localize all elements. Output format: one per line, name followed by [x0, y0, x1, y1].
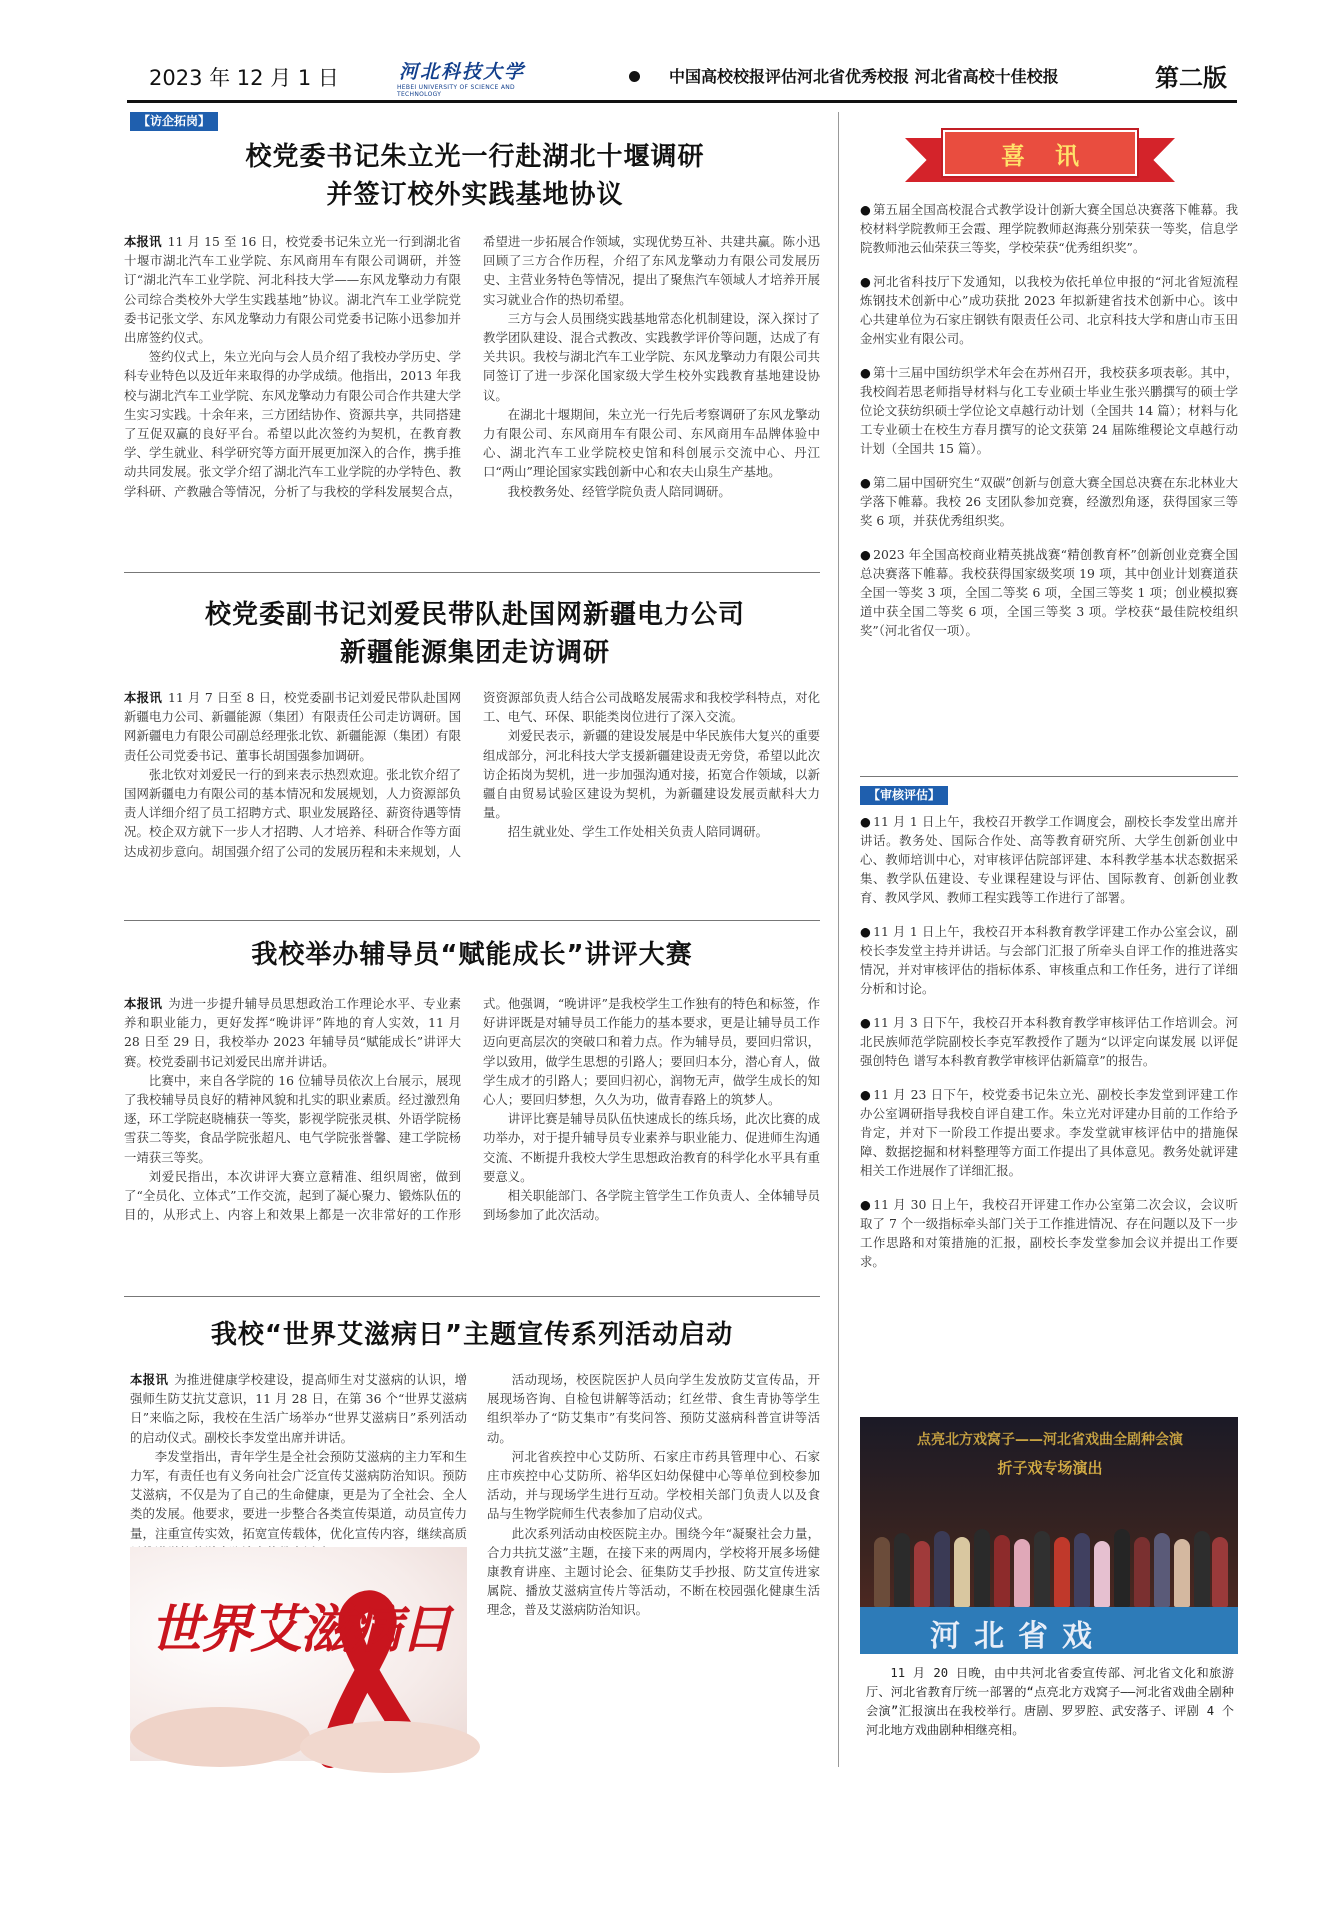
- news-item: ● 第二届中国研究生“双碳”创新与创意大赛全国总决赛在东北林业大学落下帷幕。我校 26 支团队参加竞赛，经激烈角逐，获得国家三等奖 6 项，并获优秀组织奖。: [860, 475, 1238, 528]
- audit-news-list: [860, 812, 1238, 1286]
- article4-title: 我校“世界艾滋病日”主题宣传系列活动启动: [210, 1320, 734, 1350]
- article3-paragraph: 比赛中，来自各学院的 16 位辅导员依次上台展示，展现了我校辅导员良好的精神风貌和扎实的职业素质。经过激烈角逐，环工学院赵晓楠获一等奖，影视学院张灵棋、外语学院杨雪获二等奖，食品学院张超凡、电气学院张誉馨、建工学院杨一靖获三等奖。: [124, 1072, 461, 1165]
- bullet-icon: ●: [860, 475, 871, 490]
- article1-title-line1: 校党委书记朱立光一行赴湖北十堰调研: [245, 142, 705, 172]
- world-aids-day-image: [130, 1547, 467, 1761]
- article2-body: [124, 688, 820, 898]
- logo-chinese: 河北科技大学: [398, 60, 525, 83]
- article2-title-line1: 校党委副书记刘爱民带队赴国网新疆电力公司: [204, 600, 745, 630]
- column-divider: [838, 112, 839, 1767]
- bullet-icon: ●: [860, 547, 872, 562]
- article2-paragraph: 本报讯 11 月 7 日至 8 日，校党委副书记刘爱民带队赴国网新疆电力公司、新疆能源（集团）有限责任公司走访调研。国网新疆电力有限公司副总经理张北钦、新疆能源（集团）有限责任公司党委书记、董事长胡国强参加调研。: [124, 690, 461, 763]
- article3-title: 我校举办辅导员“赋能成长”讲评大赛: [251, 940, 693, 970]
- article-divider: [124, 920, 820, 921]
- article1-title-line2: 并签订校外实践基地协议: [326, 180, 624, 210]
- article3-paragraph: 相关职能部门、各学院主管学生工作负责人、全体辅导员到场参加了此次活动。: [483, 1188, 820, 1223]
- bullet-icon: ●: [860, 1087, 872, 1102]
- bullet-icon: ●: [860, 924, 872, 939]
- news-item: ● 11 月 1 日上午，我校召开本科教育教学评建工作办公室会议，副校长李发堂主持并讲话。与会部门汇报了所牵头自评工作的推进落实情况，并对审核评估的指标体系、审核重点和工作任务，进行了详细分析和讨论。: [860, 924, 1239, 996]
- masthead-slogan: 中国高校校报评估河北省优秀校报 河北省高校十佳校报: [669, 67, 1059, 86]
- university-logo: [397, 56, 527, 98]
- article1-lead: 本报讯: [124, 234, 162, 249]
- news-item: ● 第十三届中国纺织学术年会在苏州召开，我校获多项表彰。其中，我校阎若思老师指导材料与化工专业硕士毕业生张兴鹏撰写的硕士学位论文获纺织硕士学位论文卓越行动计划（全国共 14 篇）；材料与化工专业硕士在校生方春月撰写的论文获第 24 届陈维稷论文卓越行动计划（全国共 15 篇）。: [860, 365, 1239, 456]
- masthead: [127, 56, 1237, 106]
- article3-lead: 本报讯: [124, 996, 163, 1011]
- article4-paragraph: 河北省疾控中心艾防所、石家庄市药具管理中心、石家庄市疾控中心艾防所、裕华区妇幼保健中心等单位到校参加活动，并与现场学生进行互动。学校相关部门负责人以及食品与生物学院师生代表参加了启动仪式。: [487, 1448, 820, 1522]
- issue-date: 2023 年 12 月 1 日: [149, 66, 339, 90]
- article1-paragraph: 我校教务处、经管学院负责人陪同调研。: [507, 483, 731, 499]
- good-news-banner: [905, 130, 1175, 190]
- news-item: ● 11 月 30 日上午，我校召开评建工作办公室第二次会议，会议听取了 7 个一级指标牵头部门关于工作推进情况、存在问题以及下一步工作思路和对策措施的汇报，副校长李发堂参加会议并提出工作要求。: [860, 1197, 1238, 1269]
- photo-caption: 11 月 20 日晚，由中共河北省委宣传部、河北省文化和旅游厅、河北省教育厅统一部署的“点亮北方戏窝子——河北省戏曲全剧种会演”汇报演出在我校举行。唐剧、罗罗腔、武安落子、评剧 4 个河北地方戏曲剧种相继亮相。: [866, 1666, 1234, 1737]
- article4-lead: 本报讯: [130, 1372, 169, 1387]
- bullet-icon: ●: [860, 365, 872, 380]
- article4-right-text: [487, 1370, 820, 1762]
- news-item: ● 第五届全国高校混合式教学设计创新大赛全国总决赛落下帷幕。我校材料学院教师王会霞、理学院教师赵海燕分别荣获一等奖，信息学院教师池云仙荣获三等奖，学校荣获“优秀组织奖”。: [860, 202, 1239, 255]
- article2-paragraph: 招生就业处、学生工作处相关负责人陪同调研。: [507, 824, 768, 840]
- article2-paragraph: 刘爱民表示，新疆的建设发展是中华民族伟大复兴的重要组成部分，河北科技大学支援新疆建设责无旁贷，希望以此次访企拓岗为契机，进一步加强沟通对接，拓宽合作领域，以新疆自由贸易试验区建设为契机，为新疆建设发展贡献科大力量。: [483, 728, 820, 821]
- bullet-icon: ●: [860, 1197, 872, 1212]
- stage-sign-line2: 折子戏专场演出: [997, 1459, 1103, 1477]
- stage-sign-line1: 点亮北方戏窝子——河北省戏曲全剧种会演: [917, 1432, 1183, 1448]
- article2-title-line2: 新疆能源集团走访调研: [339, 638, 610, 668]
- section-tag-visit: 【访企拓岗】: [130, 112, 218, 131]
- bullet-dot-icon: [629, 71, 640, 82]
- edition-label: 第二版: [1155, 64, 1227, 92]
- section-tag-audit: 【审核评估】: [860, 786, 948, 805]
- stage-floor-text: 河北省戏: [930, 1619, 1106, 1654]
- bullet-icon: ●: [860, 814, 872, 829]
- news-item: ● 11 月 3 日下午，我校召开本科教育教学审核评估工作培训会。河北民族师范学院副校长李克军教授作了题为“以评定向谋发展 以评促强创特色 谱写本科教育教学审核评估新篇章”的报告。: [860, 1015, 1239, 1068]
- article3-body: [124, 994, 820, 1282]
- sidebar-divider: [860, 776, 1238, 777]
- article-divider: [124, 1296, 820, 1297]
- article3-paragraph: 刘爱民指出，本次讲评大赛立意精准、组织周密，做到了“全员化、立体式”工作交流，起到了凝心聚力、锻炼队伍的目的，从形式上、内容上和效果上都是一次非常好的工作形式。他强调，“晚讲评”是我校学生工作独有的特色和标签，作好讲评既是对辅导员工作能力的基本要求，更是让辅导员工作迈向更高层次的突破口和着力点。作为辅导员，要回归常识，学以致用，做学生思想的引路人；要回归本分，潜心育人，做学生成才的引路人；要回归初心，润物无声，做学生成长的知心人；要回归梦想，久久为功，做青春路上的筑梦人。: [124, 996, 820, 1223]
- article1-paragraph: 本报讯 11 月 15 至 16 日，校党委书记朱立光一行到湖北省十堰市湖北汽车工业学院、东风商用车有限公司调研，并签订“湖北汽车工业学院、河北科技大学——东风龙擎动力有限公司综合类校外大学生实践基地”协议。湖北汽车工业学院党委书记张文学、东风龙擎动力有限公司党委书记陈小迅参加并出席签约仪式。: [124, 234, 462, 346]
- article4-paragraph: 本报讯 为推进健康学校建设，提高师生对艾滋病的认识，增强师生防艾抗艾意识，11 月 28 日，在第 36 个“世界艾滋病日”来临之际，我校在生活广场举办“世界艾滋病日”系列活动的启动仪式。副校长李发堂出席并讲话。: [130, 1372, 468, 1445]
- news-item: ● 河北省科技厅下发通知，以我校为依托单位申报的“河北省短流程炼钢技术创新中心”成功获批 2023 年拟新建省技术创新中心。该中心共建单位为石家庄钢铁有限责任公司、北京科技大学和唐山市玉田金州实业有限公司。: [860, 274, 1239, 346]
- news-item: ● 2023 年全国高校商业精英挑战赛“精创教育杯”创新创业竞赛全国总决赛落下帷幕。我校获得国家级奖项 19 项，其中创业计划赛道获全国一等奖 3 项，全国二等奖 6 项，全国三等奖 1 项；创业模拟赛道中获全国二等奖 6 项，全国三等奖 3 项。学校获“最佳院校组织奖”（河北省仅一项）。: [860, 547, 1239, 638]
- article1-title: [130, 138, 820, 214]
- news-item: ● 11 月 1 日上午，我校召开教学工作调度会，副校长李发堂出席并讲话。教务处、国际合作处、高等教育研究所、大学生创新创业中心、教师培训中心，对审核评估院部评建、本科教学基本状态数据采集、教学队伍建设、专业课程建设与评估、国际教育、创新创业教育、教风学风、教师工程实践等工作进行了部署。: [860, 814, 1239, 905]
- article2-lead: 本报讯: [124, 690, 162, 705]
- article1-paragraph: 在湖北十堰期间，朱立光一行先后考察调研了东风龙擎动力有限公司、东风商用车有限公司、东风商用车品牌体验中心、湖北汽车工业学院校史馆和科创展示交流中心、丹江口“两山”理论国家实践创新中心和农夫山泉生产基地。: [483, 406, 820, 480]
- banner-text: 喜讯: [1001, 141, 1109, 170]
- bullet-icon: ●: [860, 274, 872, 289]
- bullet-icon: ●: [860, 202, 872, 217]
- article1-paragraph: 签约仪式上，朱立光向与会人员介绍了我校办学历史、学科专业特色以及近年来取得的办学成绩。他指出，2013 年我校与湖北汽车工业学院、东风龙擎动力有限公司合作共建大学生实习实践。十余年来，三方团结协作、资源共享，共同搭建了互促双赢的良好平台。希望以此次签约为契机，在教育教学、学生就业、科学研究等方面开展更加深入的合作，携手推动共同发展。张文学介绍了湖北汽车工业学院的办学特色、教学科研、产教融合等情况，分析了与我校的学科发展契合点，希望进一步拓展合作领域，实现优势互补、共建共赢。陈小迅回顾了三方合作历程，介绍了东风龙擎动力有限公司发展历史、主营业务特色等情况，提出了聚焦汽车领域人才培养开展实习就业合作的热切希望。: [124, 234, 820, 499]
- news-item: ● 11 月 23 日下午，校党委书记朱立光、副校长李发堂到评建工作办公室调研指导我校自评自建工作。朱立光对评建办目前的工作给予肯定，并对下一阶段工作提出要求。李发堂就审核评估中的措施保障、数据挖掘和材料整理等方面工作提出了具体意见。教务处就评建相关工作进展作了详细汇报。: [860, 1087, 1238, 1178]
- article3-paragraph: 讲评比赛是辅导员队伍快速成长的练兵场，此次比赛的成功举办，对于提升辅导员专业素养与职业能力、促进师生沟通交流、不断提升我校大学生思想政治教育的科学化水平具有重要意义。: [483, 1111, 820, 1184]
- article4-left-text: [130, 1370, 467, 1540]
- banner-plate: [943, 130, 1137, 176]
- article1-body: [124, 232, 820, 562]
- performers-group: [870, 1517, 1228, 1607]
- article2-paragraph: 张北钦对刘爱民一行的到来表示热烈欢迎。张北钦介绍了国网新疆电力有限公司的基本情况和发展规划，人力资源部负责人详细介绍了员工招聘方式、职业发展路径、薪资待遇等情况。校企双方就下一步人才招聘、人才培养、科研合作等方面达成初步意向。胡国强介绍了公司的发展历程和未来规划，人资资源部负责人结合公司战略发展需求和我校学科特点，对化工、电气、环保、职能类岗位进行了深入交流。: [124, 690, 820, 859]
- opera-performance-photo: [860, 1417, 1238, 1654]
- logo-english: HEBEI UNIVERSITY OF SCIENCE AND TECHNOLOGY: [397, 83, 515, 98]
- masthead-rule: [127, 100, 1237, 103]
- article4-paragraph: 此次系列活动由校医院主办。围绕今年“凝聚社会力量，合力共抗艾滋”主题，在接下来的两周内，学校将开展多场健康教育讲座、主题讨论会、征集防艾手抄报、防艾宣传进家属院、播放艾滋病宣传片等活动，不断在校园强化健康生活理念，普及艾滋病防治知识。: [487, 1525, 820, 1618]
- article2-title: [124, 596, 826, 672]
- aids-image-title: 世界艾滋病日: [150, 1599, 451, 1660]
- good-news-list: [860, 200, 1238, 655]
- article4-paragraph: 李发堂指出，青年学生是全社会预防艾滋病的主力军和生力军，有责任也有义务向社会广泛宣传艾滋病防治知识。预防艾滋病，不仅是为了自己的生命健康，更是为了全社会、全人类的发展。他要求，要进一步整合各类宣传渠道，动员宣传力量，注重宣传实效，拓宽宣传载体，优化宣传内容，继续高质: [130, 1448, 467, 1541]
- article-divider: [124, 572, 820, 573]
- article1-paragraph: 三方与会人员围绕实践基地常态化机制建设，深入探讨了教学团队建设、混合式教改、实践教学评价等问题，达成了有关共识。我校与湖北汽车工业学院、东风龙擎动力有限公司共同签订了进一步深化国家级大学生校外实践教育基地建设协议。: [483, 310, 820, 403]
- bullet-icon: ●: [860, 1015, 872, 1030]
- article4-paragraph: 活动现场，校医院医护人员向学生发放防艾宣传品，开展现场咨询、自检包讲解等活动；红丝带、食生青协等学生组织举办了“防艾集市”有奖问答、预防艾滋病科普宣讲等活动。: [487, 1372, 820, 1445]
- article3-paragraph: 本报讯 为进一步提升辅导员思想政治工作理论水平、专业素养和职业能力，更好发挥“晚讲评”阵地的育人实效，11 月 28 日至 29 日，我校举办 2023 年辅导员“赋能成长”讲评大赛。校党委副书记刘爱民出席并讲话。: [124, 996, 462, 1069]
